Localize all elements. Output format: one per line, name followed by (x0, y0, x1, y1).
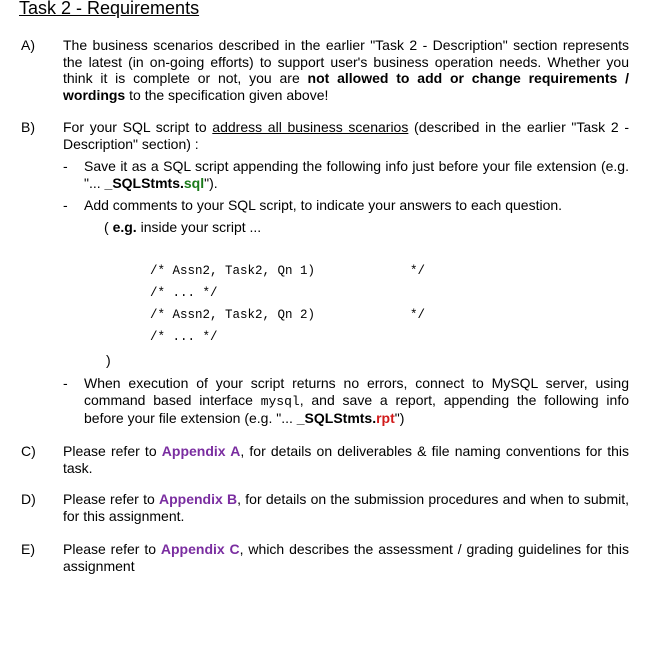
code-comment-qn1: /* Assn2, Task2, Qn 1) (150, 264, 316, 278)
code-comment-qn2-end: */ (410, 308, 426, 322)
example-close-paren: ) (106, 352, 111, 368)
bullet-save-report: When execution of your script returns no errors, connect to MySQL server, using command based interface mysql, and save a report, appending the following info before your file extension (e.g. "... _SQLStmts.rpt") (84, 375, 629, 426)
appendix-a-link[interactable]: Appendix A (161, 443, 241, 459)
example-intro: ( e.g. inside your script ... (104, 219, 262, 235)
section-c-label: C) (21, 443, 36, 459)
bullet-save-script: Save it as a SQL script appending the following info just before your file extension (e.g. "... _SQLStmts.sql"). (84, 158, 629, 191)
bullet-add-comments: Add comments to your SQL script, to indicate your answers to each question. (84, 197, 563, 213)
section-a-label: A) (21, 37, 35, 53)
code-comment-ellipsis: /* ... */ (150, 330, 218, 344)
section-b-label: B) (21, 119, 35, 135)
section-c-text: Please refer to Appendix A, for details on deliverables & file naming conventions for this task. (63, 443, 629, 476)
appendix-c-link[interactable]: Appendix C (160, 541, 240, 557)
section-a-text: The business scenarios described in the earlier "Task 2 - Description" section represents the latest (in on-going efforts) to support user's business operation needs. Whether you think it is complete or not, you are not allowed to add or change requirements / wordings to the specification given above! (63, 37, 629, 103)
bullet-dash: - (63, 197, 68, 213)
section-e-text: Please refer to Appendix C, which describes the assessment / grading guidelines for this assignment (63, 541, 630, 574)
section-b-text: For your SQL script to address all business scenarios (described in the earlier "Task 2 - Description" section) : (63, 119, 630, 152)
appendix-b-link[interactable]: Appendix B (159, 491, 238, 507)
section-e-label: E) (21, 541, 35, 557)
section-d-label: D) (21, 491, 36, 507)
code-comment-qn1-end: */ (410, 264, 426, 278)
bullet-dash: - (63, 375, 68, 391)
page-title: Task 2 - Requirements (19, 0, 200, 18)
code-comment-qn2: /* Assn2, Task2, Qn 2) (150, 308, 316, 322)
code-comment-ellipsis: /* ... */ (150, 286, 218, 300)
bullet-dash: - (63, 158, 68, 174)
section-d-text: Please refer to Appendix B, for details on the submission procedures and when to submit, for this assignment. (63, 491, 630, 524)
